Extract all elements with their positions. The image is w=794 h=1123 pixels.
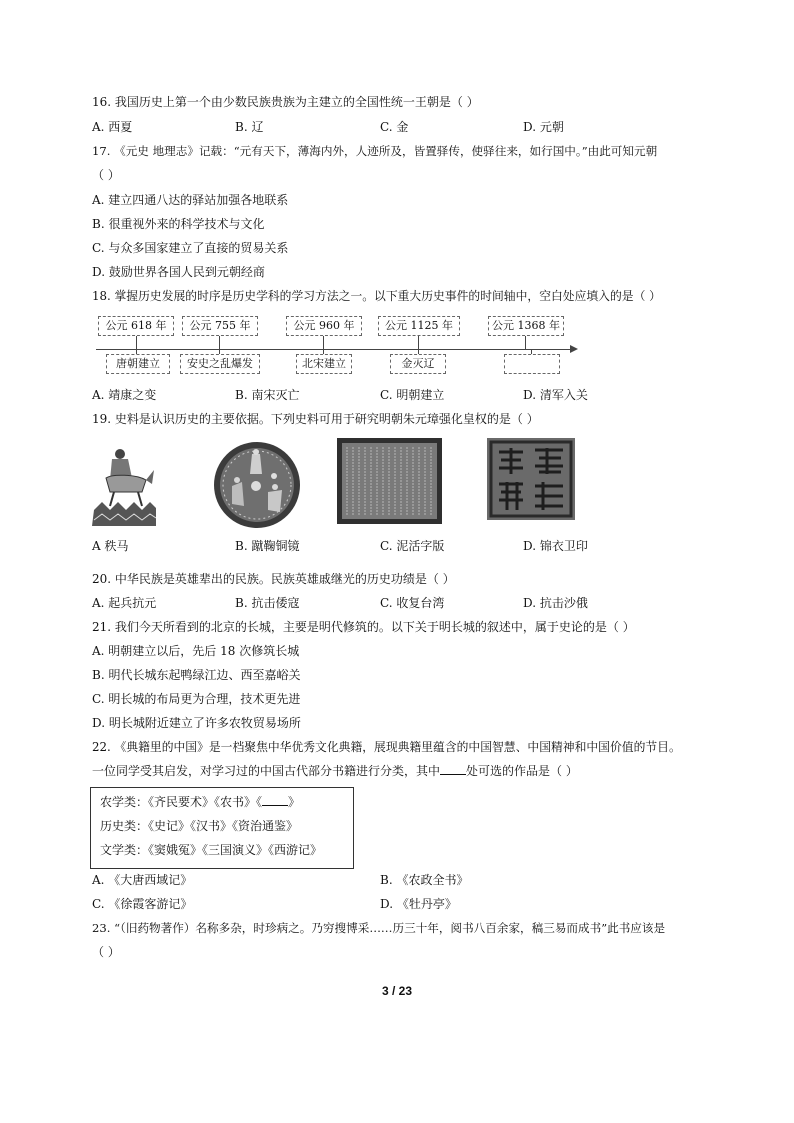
q16-option-b: B. 辽 (235, 120, 264, 134)
q18-stem: 18. 掌握历史发展的时序是历史学科的学习方法之一。以下重大历史事件的时间轴中，空白处应填入的是（ ） (92, 289, 661, 303)
q19-option-d: D. 锦衣卫印 (523, 539, 588, 553)
q22-stem-line2 (92, 763, 578, 779)
answer-blank (440, 763, 466, 775)
timeline-tick (525, 336, 526, 350)
horse-rider-image (92, 444, 156, 526)
q18-option-a: A. 靖康之变 (92, 388, 157, 402)
q20-option-a: A. 起兵抗元 (92, 596, 157, 610)
timeline-blank-box (504, 354, 560, 374)
q16-option-a: A. 西夏 (92, 120, 133, 134)
timeline-axis (96, 349, 572, 350)
q17-stem: 17. 《元史 地理志》记载：“元有天下，薄海内外，人迹所及，皆置驿传，使驿往来，如行国中。”由此可知元朝 (92, 144, 658, 158)
q17-option-d: D. 鼓励世界各国人民到元朝经商 (92, 265, 265, 279)
timeline-tick (136, 336, 137, 350)
timeline-tick (418, 336, 419, 350)
agriculture-row (100, 794, 300, 810)
timeline-event-3: 北宋建立 (296, 354, 352, 374)
history-row: 历史类：《史记》《汉书》《资治通鉴》 (100, 819, 299, 833)
q22-option-d: D. 《牡丹亭》 (380, 897, 457, 911)
q16-option-c: C. 金 (380, 120, 409, 134)
q23-paren: （ ） (92, 945, 120, 959)
literature-row: 文学类：《窦娥冤》《三国演义》《西游记》 (100, 843, 323, 857)
q21-option-a: A. 明朝建立以后，先后 18 次修筑长城 (92, 644, 300, 658)
timeline-year-4: 公元 1125 年 (378, 316, 460, 336)
timeline-arrow (570, 345, 578, 353)
q17-option-c: C. 与众多国家建立了直接的贸易关系 (92, 241, 289, 255)
q17-paren: （ ） (92, 168, 120, 182)
q21-stem: 21. 我们今天所看到的北京的长城，主要是明代修筑的。以下关于明长城的叙述中，属于史论的是（ ） (92, 620, 635, 634)
timeline-event-2: 安史之乱爆发 (180, 354, 260, 374)
q22-stem-line1: 22. 《典籍里的中国》是一档聚焦中华优秀文化典籍，展现典籍里蕴含的中国智慧、中国精神和中国价值的节目。 (92, 740, 681, 754)
q22-option-a: A. 《大唐西域记》 (92, 873, 193, 887)
q17-option-b: B. 很重视外来的科学技术与文化 (92, 217, 265, 231)
timeline-year-2: 公元 755 年 (182, 316, 258, 336)
q20-option-d: D. 抗击沙俄 (523, 596, 588, 610)
q19-option-c: C. 泥活字版 (380, 539, 445, 553)
timeline-tick (323, 336, 324, 350)
q17-option-a: A. 建立四通八达的驿站加强各地联系 (92, 193, 289, 207)
seal-image (487, 438, 575, 520)
q22-stem-part2: 处可选的作品是（ ） (466, 764, 578, 778)
timeline-year-1: 公元 618 年 (98, 316, 174, 336)
q16-stem: 16. 我国历史上第一个由少数民族贵族为主建立的全国性统一王朝是（ ） (92, 95, 479, 109)
agriculture-close: 》 (288, 795, 301, 809)
q18-option-b: B. 南宋灭亡 (235, 388, 300, 402)
answer-blank (262, 794, 288, 806)
q21-option-c: C. 明长城的布局更为合理，技术更先进 (92, 692, 301, 706)
q20-option-b: B. 抗击倭寇 (235, 596, 300, 610)
timeline-year-5: 公元 1368 年 (488, 316, 564, 336)
q22-stem-part1: 一位同学受其启发，对学习过的中国古代部分书籍进行分类，其中 (92, 764, 441, 778)
timeline-tick (219, 336, 220, 350)
agriculture-books: 农学类：《齐民要术》《农书》《 (100, 795, 263, 809)
q20-stem: 20. 中华民族是英雄辈出的民族。民族英雄戚继光的历史功绩是（ ） (92, 572, 455, 586)
bronze-mirror-image (212, 440, 302, 530)
q21-option-b: B. 明代长城东起鸭绿江边、西至嘉峪关 (92, 668, 301, 682)
clay-type-plate-image (337, 438, 442, 524)
q19-option-a: A 秩马 (92, 539, 129, 553)
q21-option-d: D. 明长城附近建立了许多农牧贸易场所 (92, 716, 301, 730)
q18-option-c: C. 明朝建立 (380, 388, 445, 402)
q18-option-d: D. 清军入关 (523, 388, 588, 402)
q19-stem: 19. 史料是认识历史的主要依据。下列史料可用于研究明朝朱元璋强化皇权的是（ ） (92, 412, 539, 426)
timeline-event-1: 唐朝建立 (106, 354, 170, 374)
q16-option-d: D. 元朝 (523, 120, 564, 134)
q23-stem: 23. “（旧药物著作）名称多杂，时珍病之。乃穷搜博采……历三十年，阅书八百余家，稿三易而成书”此书应该是 (92, 921, 666, 935)
q19-option-b: B. 蹴鞠铜镜 (235, 539, 300, 553)
q20-option-c: C. 收复台湾 (380, 596, 445, 610)
q22-option-b: B. 《农政全书》 (380, 873, 469, 887)
timeline-event-4: 金灭辽 (390, 354, 446, 374)
q22-option-c: C. 《徐霞客游记》 (92, 897, 193, 911)
timeline-year-3: 公元 960 年 (286, 316, 362, 336)
page-number: 3 / 23 (381, 984, 413, 998)
